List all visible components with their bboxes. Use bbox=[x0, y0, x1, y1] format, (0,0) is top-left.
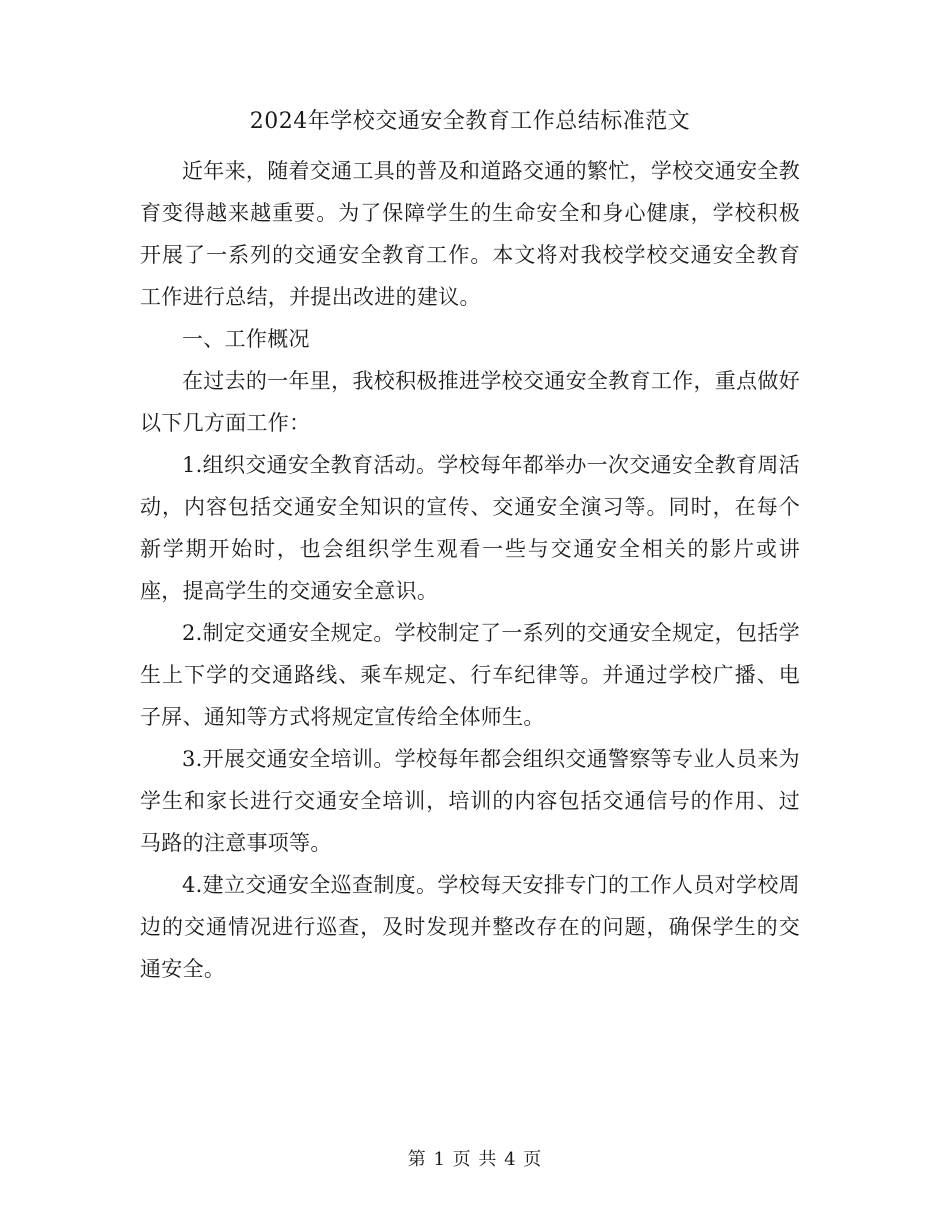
page-indicator: 第 1 页 共 4 页 bbox=[407, 1149, 543, 1170]
list-item-1: 1.组织交通安全教育活动。学校每年都举办一次交通安全教育周活动，内容包括交通安全知识的宣传、交通安全演习等。同时，在每个新学期开始时，也会组织学生观看一些与交通安全相关的影片或讲座，提高学生的交通安全意识。 bbox=[140, 453, 800, 603]
document-body bbox=[140, 100, 800, 990]
section-heading-overview: 一、工作概况 bbox=[182, 327, 310, 351]
paragraph-intro: 近年来，随着交通工具的普及和道路交通的繁忙，学校交通安全教育变得越来越重要。为了保障学生的生命安全和身心健康，学校积极开展了一系列的交通安全教育工作。本文将对我校学校交通安全教育工作进行总结，并提出改进的建议。 bbox=[140, 159, 800, 309]
list-item-3: 3.开展交通安全培训。学校每年都会组织交通警察等专业人员来为学生和家长进行交通安全培训，培训的内容包括交通信号的作用、过马路的注意事项等。 bbox=[140, 747, 800, 855]
document-title: 2024年学校交通安全教育工作总结标准范文 bbox=[249, 109, 691, 134]
list-item-4: 4.建立交通安全巡查制度。学校每天安排专门的工作人员对学校周边的交通情况进行巡查，及时发现并整改存在的问题，确保学生的交通安全。 bbox=[140, 873, 800, 981]
list-item-2: 2.制定交通安全规定。学校制定了一系列的交通安全规定，包括学生上下学的交通路线、乘车规定、行车纪律等。并通过学校广播、电子屏、通知等方式将规定宣传给全体师生。 bbox=[140, 621, 800, 729]
paragraph-overview: 在过去的一年里，我校积极推进学校交通安全教育工作，重点做好以下几方面工作： bbox=[140, 369, 800, 435]
